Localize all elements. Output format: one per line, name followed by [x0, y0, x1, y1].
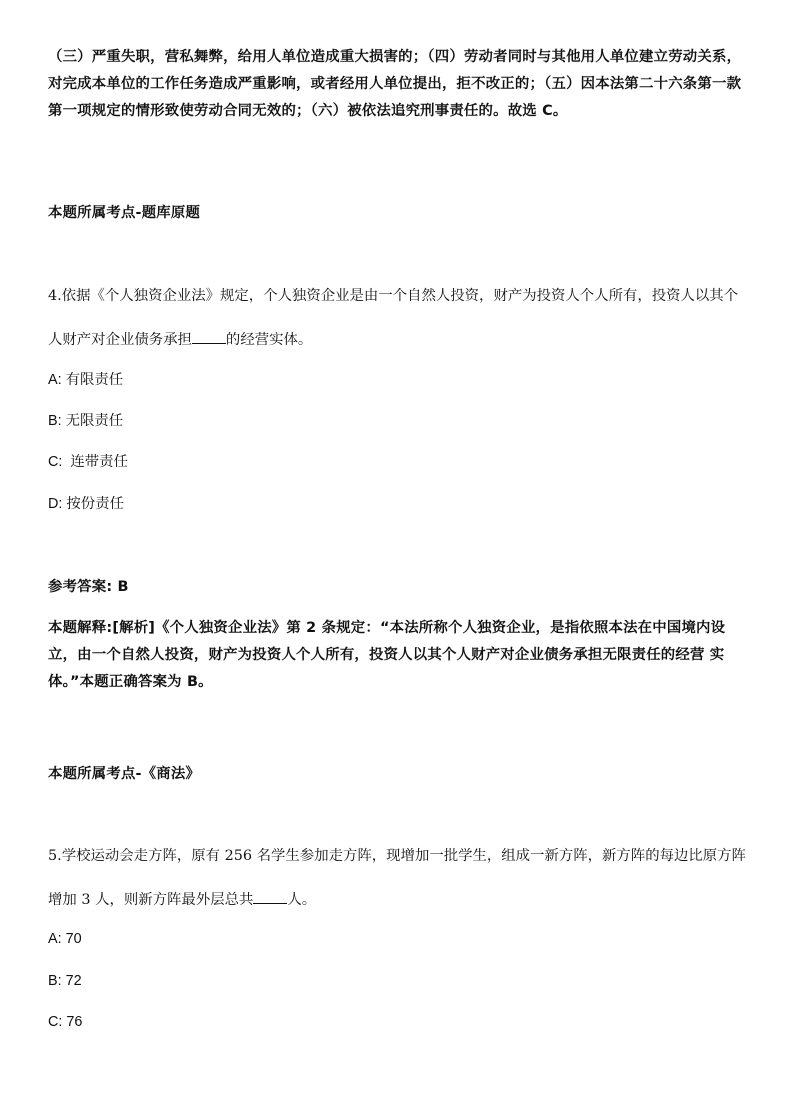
explanation-label: 本题解释: [48, 620, 107, 636]
q4-option-c: [48, 452, 748, 472]
q4-option-d: [48, 494, 748, 514]
previous-explanation: （三）严重失职，营私舞弊，给用人单位造成重大损害的；（四）劳动者同时与其他用人单位建立劳动关系，对完成本单位的工作任务造成严重影响，或者经用人单位提出，拒不改正的；（五）因本法第二十六条第一款第一项规定的情形致使劳动合同无效的；（六）被依法追究刑事责任的。故选 C。: [48, 49, 742, 119]
q4-stem-end: 的经营实体。: [225, 332, 313, 348]
q5-stem: [48, 834, 748, 922]
previous-topic: 本题所属考点-题库原题: [48, 205, 201, 221]
q4-stem-text: 4.依据《个人独资企业法》规定，个人独资企业是由一个自然人投资，财产为投资人个人所有，投资人以其个人财产对企业债务承担: [48, 288, 739, 348]
answer-label: 参考答案: [48, 579, 107, 595]
q4-option-b: [48, 411, 748, 431]
option-text: 有限责任: [65, 372, 124, 388]
option-text: 按份责任: [66, 496, 124, 512]
option-letter: B:: [48, 413, 62, 429]
q4-stem: [48, 274, 748, 362]
option-letter: A:: [48, 372, 62, 388]
explanation-text: :[解析]《个人独资企业法》第 2 条规定：“本法所称个人独资企业，是指依照本法在中国境内设立，由一个自然人投资，财产为投资人个人所有，投资人以其个人财产对企业债务承担无限责任的经营 实体。”本题正确答案为 B。: [48, 620, 726, 690]
q5-blank: [253, 889, 287, 904]
option-letter: C:: [48, 1014, 63, 1030]
q4-option-a: [48, 370, 748, 390]
q5-option-c: [48, 1012, 748, 1032]
q4-explanation: [48, 615, 748, 696]
q5-stem-text: 5.学校运动会走方阵，原有 256 名学生参加走方阵，现增加一批学生，组成一新方阵，新方阵的每边比原方阵增加 3 人，则新方阵最外层总共: [48, 848, 746, 908]
q4-answer: [48, 574, 748, 601]
q5-stem-end: 人。: [287, 892, 317, 908]
option-text: 无限责任: [65, 413, 124, 429]
answer-value: : B: [106, 579, 129, 595]
option-text: 70: [65, 931, 82, 947]
option-text: 72: [65, 973, 82, 989]
option-text: 连带责任: [66, 454, 128, 470]
option-text: 76: [66, 1014, 83, 1030]
q4-topic: 本题所属考点-《商法》: [48, 766, 201, 782]
q5-option-b: [48, 971, 748, 991]
q4-blank: [192, 329, 226, 344]
option-letter: B:: [48, 973, 62, 989]
q5-option-a: [48, 929, 748, 949]
option-letter: D:: [48, 496, 63, 512]
option-letter: C:: [48, 454, 63, 470]
option-letter: A:: [48, 931, 62, 947]
